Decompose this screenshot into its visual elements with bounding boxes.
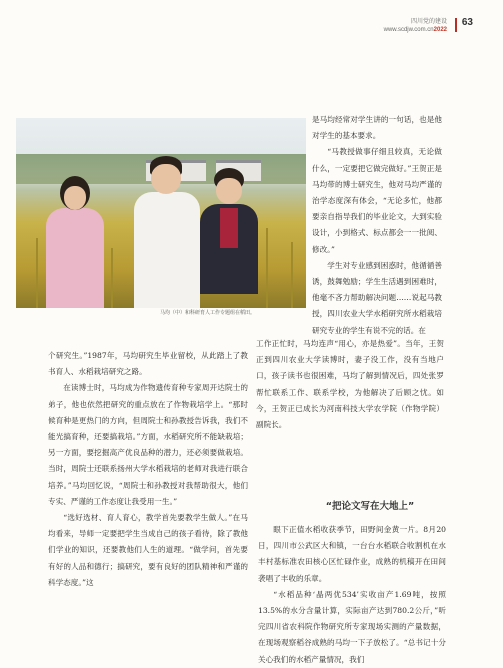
- paragraph: “水稻品种‘晶两优534’实收亩产1.69吨，按照13.5%的水分含量计算，实际亩产达到780.2公斤，”听完四川省农科院作物研究所专家现场实测的产量数据，在现场观察稻谷成熟的马均一下子放松了。“总书记十分关心我们的水稻产量情况，我们: [258, 589, 446, 664]
- article-column-left: [48, 348, 248, 591]
- paragraph: 在读博士时，马均成为作物遗传育种专家周开达院士的弟子，他也依然把研究的重点放在了作物栽培学上。“那时候育种是更热门的方向，但周院士和孙教授告诉我，我们不能光搞育种，还要搞栽培。”方面，水稻研究所不能缺栽培；另一方面，要挖掘高产优良品种的潜力，还必须要做栽培。当时，周院士还联系扬州大学水稻栽培的老师对我进行联合培养。”马均回忆说，“周院士和孙教授对我帮助很大，他们专实、严谨的工作态度让我受用一生。”: [48, 383, 248, 506]
- article-column-right-top: [312, 112, 442, 339]
- paragraph: 学生对专业感到困惑时，他循循善诱，鼓舞勉励；学生生活遇到困难时，他毫不吝力帮助解决问题……说起马教授，四川农业大学水稻研究所水稻栽培研究专业的学生有说不完的话。在: [312, 260, 442, 335]
- url-prefix: www.scdjw.com.cn: [383, 27, 434, 33]
- magazine-url: [384, 26, 447, 34]
- url-year: 2022: [433, 27, 447, 33]
- header-divider: [455, 18, 457, 32]
- paragraph: “选好选材、育人育心，教学首先要教学生做人。”在马均看来，导师一定要把学生当成自己的孩子看待，除了教他们学业的知识，还要教他们人生的道理。“做学问，首先要有好的人品和德行；搞研究，要有良好的团队精神和严谨的科学态度。”这: [48, 513, 248, 587]
- photo-caption: 马均（中）和科研育人工作专题组在稻田。: [160, 310, 256, 316]
- photo-rice-stalk: [266, 228, 268, 308]
- magazine-title: 四川党的建设: [410, 19, 447, 25]
- magazine-header: [384, 18, 447, 34]
- photo-rice-stalk: [36, 238, 38, 308]
- article-column-right-bottom: [258, 522, 446, 668]
- photo-rice-stalk: [291, 242, 293, 308]
- article-column-right-mid: [256, 336, 444, 433]
- page-number: 63: [461, 17, 473, 28]
- paragraph: 工作正忙时，马均连声“用心，亦是热爱”。当年，王贺正到四川农业大学读博时，妻子没工作，没有当地户口，孩子读书也很困难，马均了解到情况后，四处张罗帮忙联系工作、联系学校，为他解决了后顾之忧。如今，王贺正已成长为河南科技大学农学院（作物学院）副院长。: [256, 339, 444, 430]
- rice-field-photo: [16, 118, 306, 308]
- paragraph: 个研究生。”1987年，马均研究生毕业留校，从此踏上了教书育人、水稻栽培研究之路。: [48, 351, 248, 377]
- section-heading: “把论文写在大地上”: [325, 501, 415, 512]
- paragraph: “马教授做事仔细且较真，无论做什么，一定要把它做完做好。”王贺正是马均带的博士研究生，他对马均严谨的治学态度深有体会，“无论多忙，他都要亲自指导我们的毕业论文，大到实验设计，小到格式、标点都会一一批阅、修改。”: [312, 147, 442, 254]
- paragraph: 眼下正值水稻收获季节，田野间金黄一片。8月20日，四川市公武区大和镇，一台台水稻联合收割机在水丰村基标准农田核心区忙碌作业，成熟的机稿开在田间袭唱了丰收的乐章。: [258, 525, 446, 583]
- paragraph: 是马均经常对学生讲的一句话，也是他对学生的基本要求。: [312, 115, 442, 141]
- photo-rice-stalk: [111, 248, 113, 308]
